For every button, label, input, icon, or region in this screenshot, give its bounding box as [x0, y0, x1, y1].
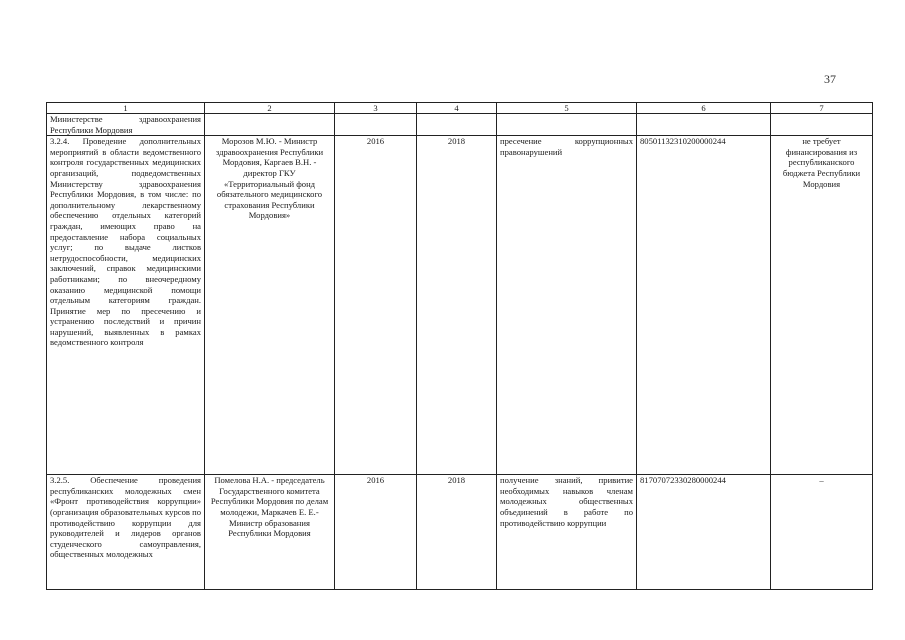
page-number: 37 [824, 72, 836, 86]
measures-table [46, 102, 873, 590]
budget-code-cell [637, 114, 771, 136]
responsible-cell: Морозов М.Ю. - Министр здравоохранения Республики Мордовия, Каргаев В.Н. - директор ГКУ «Территориальный фонд обязательного медицинского страхования Республики Мордовия» [205, 136, 335, 475]
financing-cell [771, 114, 873, 136]
start-year-cell: 2016 [335, 475, 417, 590]
result-cell: получение знаний, привитие необходимых навыков членам молодежных общественных объединений в работе по противодействию коррупции [497, 475, 637, 590]
end-year-cell: 2018 [417, 136, 497, 475]
column-number: 1 [47, 103, 205, 114]
table-row [47, 475, 873, 590]
budget-code-cell: 80501132310200000244 [637, 136, 771, 475]
budget-code-cell: 81707072330280000244 [637, 475, 771, 590]
column-number: 6 [637, 103, 771, 114]
measure-cell: Министерстве здравоохранения Республики Мордовия [47, 114, 205, 136]
table-row [47, 136, 873, 475]
start-year-cell: 2016 [335, 136, 417, 475]
column-number: 7 [771, 103, 873, 114]
column-number: 5 [497, 103, 637, 114]
end-year-cell: 2018 [417, 475, 497, 590]
result-cell: пресечение коррупционных правонарушений [497, 136, 637, 475]
measure-cell: 3.2.5. Обеспечение проведения республиканских молодежных смен «Фронт противодействия коррупции» (организация образовательных курсов по противодействию коррупции для руководителей и лидеров органов студенческого самоуправления, общественных молодежных [47, 475, 205, 590]
financing-cell: не требует финансирования из республиканского бюджета Республики Мордовия [771, 136, 873, 475]
responsible-cell [205, 114, 335, 136]
financing-cell: – [771, 475, 873, 590]
measure-cell: 3.2.4. Проведение дополнительных мероприятий в области ведомственного контроля государственных медицинских организаций, подведомственных Министерству здравоохранения Республики Мордовия, в том числе: по дополнительному лекарственному обеспечению отдельных категорий граждан, имеющих право на предоставление набора социальных услуг; по выдаче листков нетрудоспособности, медицинских заключений, справок медицинскими работниками; по внеочередному оказанию медицинской помощи отдельным категориям граждан. Принятие мер по пресечению и устранению последствий и причин нарушений, выявленных в рамках ведомственного контроля [47, 136, 205, 475]
start-year-cell [335, 114, 417, 136]
column-number-row [47, 103, 873, 114]
result-cell [497, 114, 637, 136]
end-year-cell [417, 114, 497, 136]
responsible-cell: Помелова Н.А. - председатель Государственного комитета Республики Мордовия по делам молодежи, Маркачев Е. Е.- Министр образования Республики Мордовия [205, 475, 335, 590]
column-number: 3 [335, 103, 417, 114]
column-number: 2 [205, 103, 335, 114]
column-number: 4 [417, 103, 497, 114]
table-row [47, 114, 873, 136]
